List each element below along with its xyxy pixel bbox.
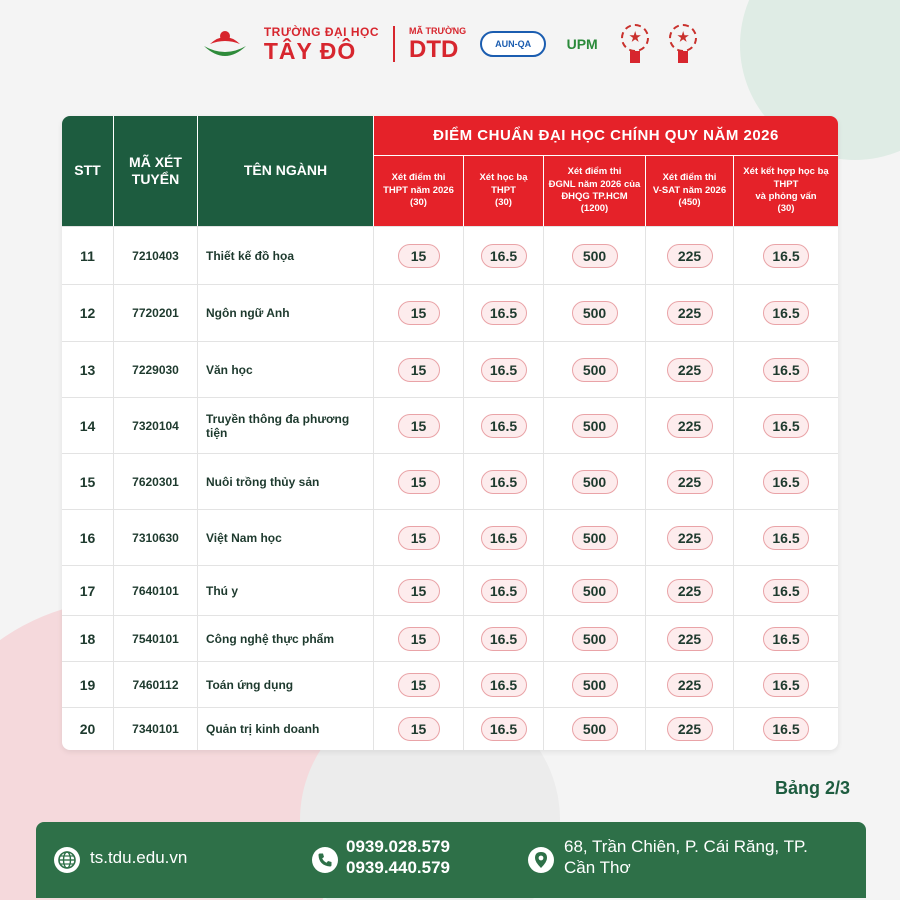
- school-code: [409, 27, 466, 62]
- score-cell: [734, 398, 838, 453]
- column-header-name: TÊN NGÀNH: [198, 116, 374, 226]
- school-code-label: MÃ TRƯỜNG: [409, 25, 467, 36]
- column-header-method-2: Xét học bạ THPT (30): [464, 156, 544, 226]
- aun-qa-badge: AUN-QA: [480, 31, 546, 57]
- row-stt: 16: [62, 510, 114, 565]
- score-cell: [544, 616, 646, 661]
- score-cell: [734, 708, 838, 750]
- score-pill: 16.5: [763, 358, 809, 382]
- score-pill: 15: [398, 470, 440, 494]
- table-row: [62, 565, 838, 615]
- row-stt: 17: [62, 566, 114, 615]
- score-pill: 16.5: [763, 717, 809, 741]
- header-divider: [393, 26, 395, 62]
- row-stt: 14: [62, 398, 114, 453]
- score-cell: [646, 285, 734, 341]
- page-indicator: Bảng 2/3: [774, 778, 850, 798]
- score-cell: [374, 662, 464, 707]
- score-pill: 15: [398, 717, 440, 741]
- table-row: [62, 509, 838, 565]
- score-cell: [734, 342, 838, 397]
- score-pill: 225: [667, 358, 713, 382]
- school-code-value: DTD: [409, 35, 459, 63]
- contact-footer: [36, 822, 866, 898]
- score-pill: 15: [398, 627, 440, 651]
- row-name: Việt Nam học: [198, 510, 374, 565]
- row-stt: 15: [62, 454, 114, 509]
- score-pill: 16.5: [763, 414, 809, 438]
- table-row: [62, 453, 838, 509]
- score-cell: [646, 616, 734, 661]
- score-pill: 16.5: [763, 673, 809, 697]
- score-pill: 500: [572, 244, 618, 268]
- score-pill: 15: [398, 244, 440, 268]
- score-pill: 500: [572, 414, 618, 438]
- row-stt: 13: [62, 342, 114, 397]
- score-pill: 225: [667, 627, 713, 651]
- score-cell: [374, 342, 464, 397]
- score-pill: 15: [398, 673, 440, 697]
- score-cell: [544, 566, 646, 615]
- score-cell: [374, 454, 464, 509]
- row-code: 7460112: [114, 662, 198, 707]
- upm-badge: UPM: [566, 36, 598, 52]
- score-pill: 15: [398, 301, 440, 325]
- score-cell: [646, 342, 734, 397]
- score-cell: [374, 227, 464, 284]
- score-cell: [464, 510, 544, 565]
- row-code: 7540101: [114, 616, 198, 661]
- row-name: Ngôn ngữ Anh: [198, 285, 374, 341]
- university-name: [264, 26, 379, 63]
- column-header-method-3: Xét điểm thi ĐGNL năm 2026 của ĐHQG TP.HCM (1200): [544, 156, 646, 226]
- score-cell: [734, 566, 838, 615]
- column-header-method-1: Xét điểm thi THPT năm 2026 (30): [374, 156, 464, 226]
- score-cell: [374, 398, 464, 453]
- website-link[interactable]: ts.tdu.edu.vn: [90, 848, 188, 867]
- score-cell: [544, 662, 646, 707]
- score-pill: 500: [572, 301, 618, 325]
- globe-icon: [54, 847, 80, 873]
- score-pill: 500: [572, 526, 618, 550]
- row-name: Truyền thông đa phương tiện: [198, 398, 374, 453]
- row-code: 7320104: [114, 398, 198, 453]
- score-pill: 16.5: [481, 414, 527, 438]
- table-title: ĐIỂM CHUẨN ĐẠI HỌC CHÍNH QUY NĂM 2026: [374, 116, 838, 156]
- row-name: Nuôi trồng thủy sản: [198, 454, 374, 509]
- score-cell: [374, 566, 464, 615]
- score-cell: [374, 616, 464, 661]
- medal-icon: [618, 24, 652, 64]
- score-cell: [646, 398, 734, 453]
- score-cell: [464, 662, 544, 707]
- score-pill: 500: [572, 358, 618, 382]
- score-cell: [464, 398, 544, 453]
- score-cell: [544, 398, 646, 453]
- score-pill: 225: [667, 301, 713, 325]
- score-pill: 225: [667, 717, 713, 741]
- score-pill: 500: [572, 627, 618, 651]
- row-name: Công nghệ thực phẩm: [198, 616, 374, 661]
- score-pill: 16.5: [481, 627, 527, 651]
- row-code: 7229030: [114, 342, 198, 397]
- score-cell: [464, 566, 544, 615]
- row-name: Thú y: [198, 566, 374, 615]
- table-row: [62, 615, 838, 661]
- phone-number-2[interactable]: 0939.440.579: [346, 858, 450, 877]
- score-pill: 16.5: [481, 244, 527, 268]
- score-cell: [464, 708, 544, 750]
- table-row: [62, 707, 838, 750]
- column-header-stt: STT: [62, 116, 114, 226]
- score-cell: [544, 227, 646, 284]
- score-pill: 500: [572, 673, 618, 697]
- score-pill: 16.5: [481, 358, 527, 382]
- score-pill: 16.5: [481, 579, 527, 603]
- score-pill: 16.5: [481, 673, 527, 697]
- score-cell: [734, 227, 838, 284]
- column-header-method-4: Xét điểm thi V-SAT năm 2026 (450): [646, 156, 734, 226]
- score-pill: 225: [667, 673, 713, 697]
- row-code: 7210403: [114, 227, 198, 284]
- score-cell: [646, 566, 734, 615]
- address-line-1: 68, Trần Chiên, P. Cái Răng, TP.: [564, 837, 808, 856]
- score-pill: 225: [667, 579, 713, 603]
- row-code: 7620301: [114, 454, 198, 509]
- score-cell: [646, 454, 734, 509]
- header: [0, 14, 900, 74]
- row-code: 7640101: [114, 566, 198, 615]
- row-code: 7340101: [114, 708, 198, 750]
- score-pill: 500: [572, 717, 618, 741]
- score-table: [62, 116, 838, 750]
- score-pill: 16.5: [763, 627, 809, 651]
- score-cell: [464, 342, 544, 397]
- score-cell: [544, 342, 646, 397]
- university-name-big: TÂY ĐÔ: [263, 37, 357, 64]
- score-pill: 15: [398, 579, 440, 603]
- score-cell: [734, 662, 838, 707]
- score-cell: [646, 662, 734, 707]
- score-cell: [734, 285, 838, 341]
- row-stt: 11: [62, 227, 114, 284]
- table-row: [62, 397, 838, 453]
- score-cell: [464, 227, 544, 284]
- row-stt: 19: [62, 662, 114, 707]
- row-name: Thiết kế đồ họa: [198, 227, 374, 284]
- score-cell: [734, 454, 838, 509]
- table-row: [62, 341, 838, 397]
- score-cell: [734, 616, 838, 661]
- column-header-code: MÃ XÉT TUYỂN: [114, 116, 198, 226]
- score-pill: 225: [667, 526, 713, 550]
- score-cell: [544, 708, 646, 750]
- score-cell: [544, 454, 646, 509]
- column-header-method-5: Xét kết hợp học bạ THPT và phỏng vấn (30): [743, 166, 829, 215]
- score-pill: 16.5: [763, 301, 809, 325]
- row-code: 7310630: [114, 510, 198, 565]
- score-pill: 225: [667, 414, 713, 438]
- score-cell: [646, 510, 734, 565]
- table-row: [62, 661, 838, 707]
- score-pill: 16.5: [481, 526, 527, 550]
- row-name: Toán ứng dụng: [198, 662, 374, 707]
- phone-icon: [312, 847, 338, 873]
- score-pill: 16.5: [763, 244, 809, 268]
- phone-number-1[interactable]: 0939.028.579: [346, 837, 450, 856]
- score-cell: [646, 708, 734, 750]
- row-stt: 12: [62, 285, 114, 341]
- score-cell: [734, 510, 838, 565]
- university-logo-icon: [200, 24, 250, 64]
- score-cell: [374, 708, 464, 750]
- score-cell: [464, 616, 544, 661]
- score-pill: 16.5: [763, 526, 809, 550]
- address-line-2: Cần Thơ: [564, 858, 631, 877]
- score-pill: 225: [667, 244, 713, 268]
- score-pill: 500: [572, 470, 618, 494]
- score-pill: 16.5: [481, 717, 527, 741]
- score-pill: 16.5: [763, 579, 809, 603]
- row-stt: 18: [62, 616, 114, 661]
- score-cell: [544, 510, 646, 565]
- score-pill: 16.5: [481, 301, 527, 325]
- score-cell: [646, 227, 734, 284]
- university-name-small: TRƯỜNG ĐẠI HỌC: [263, 24, 380, 39]
- score-pill: 15: [398, 358, 440, 382]
- score-pill: 225: [667, 470, 713, 494]
- score-cell: [374, 510, 464, 565]
- row-name: Quản trị kinh doanh: [198, 708, 374, 750]
- table-row: [62, 226, 838, 284]
- score-cell: [464, 454, 544, 509]
- score-cell: [374, 285, 464, 341]
- score-pill: 16.5: [481, 470, 527, 494]
- row-name: Văn học: [198, 342, 374, 397]
- score-cell: [464, 285, 544, 341]
- score-pill: 500: [572, 579, 618, 603]
- row-code: 7720201: [114, 285, 198, 341]
- table-row: [62, 284, 838, 341]
- score-cell: [544, 285, 646, 341]
- row-stt: 20: [62, 708, 114, 750]
- medal-icon: [666, 24, 700, 64]
- score-pill: 15: [398, 526, 440, 550]
- score-pill: 15: [398, 414, 440, 438]
- score-pill: 16.5: [763, 470, 809, 494]
- location-pin-icon: [528, 847, 554, 873]
